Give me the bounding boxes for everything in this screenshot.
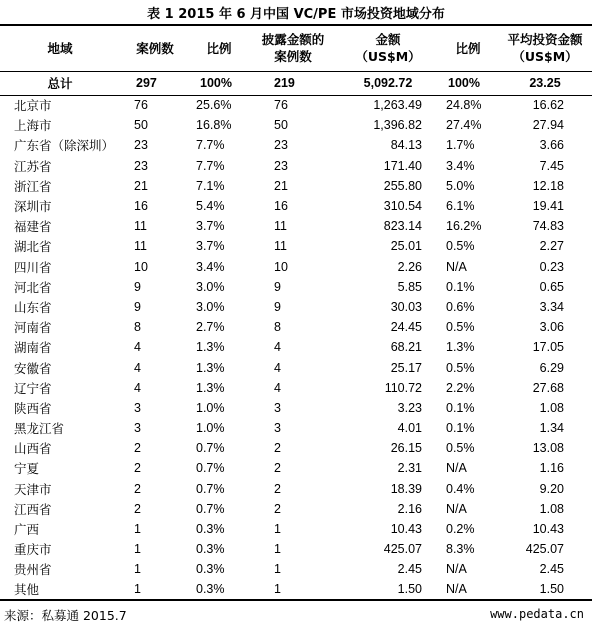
amount-cell: 25.01 <box>390 239 422 254</box>
amount-ratio-cell: 16.2% <box>446 219 482 234</box>
average-cell: 1.08 <box>539 400 564 415</box>
table-row <box>0 378 592 398</box>
amount-cell: 310.54 <box>383 199 422 214</box>
amount-cell: 4.01 <box>397 421 422 436</box>
amount-ratio-cell: 0.2% <box>446 522 475 537</box>
table-header <box>0 25 592 71</box>
cases-cell: 1 <box>134 542 141 557</box>
ratio-cell: 0.3% <box>196 522 225 537</box>
average-cell: 3.66 <box>539 138 564 153</box>
total-row <box>0 71 592 95</box>
amount-ratio-cell: 0.5% <box>446 320 475 335</box>
region-cell: 河北省 <box>14 279 52 295</box>
amount-cell: 110.72 <box>384 380 422 395</box>
disclosed-cell: 10 <box>274 259 288 274</box>
disclosed-cell: 11 <box>274 239 287 254</box>
cases-cell: 11 <box>134 219 147 234</box>
ratio-cell: 7.7% <box>196 158 225 173</box>
disclosed-cell: 2 <box>274 501 281 516</box>
average-cell: 1.34 <box>539 421 564 436</box>
average-cell: 425.07 <box>525 542 564 557</box>
disclosed-cell: 1 <box>274 582 281 597</box>
cases-cell: 4 <box>134 340 141 355</box>
amount-cell: 30.03 <box>390 299 422 314</box>
average-cell: 3.34 <box>539 299 564 314</box>
ratio-cell: 3.0% <box>196 299 225 314</box>
average-cell: 17.05 <box>532 340 564 355</box>
amount-cell: 2.16 <box>397 501 422 516</box>
table-row <box>0 479 592 499</box>
ratio-cell: 0.3% <box>196 582 225 597</box>
amount-ratio-cell: 1.3% <box>446 340 475 355</box>
ratio-cell: 0.3% <box>196 542 225 557</box>
disclosed-cell: 8 <box>274 320 281 335</box>
table-row <box>0 519 592 539</box>
table-row <box>0 236 592 256</box>
disclosed-cell: 4 <box>274 380 281 395</box>
total-cases: 297 <box>136 76 157 90</box>
amount-cell: 3.23 <box>397 400 422 415</box>
disclosed-cell: 1 <box>274 522 281 537</box>
ratio-cell: 1.3% <box>196 380 225 395</box>
table-row <box>0 458 592 478</box>
cases-cell: 23 <box>134 138 148 153</box>
amount-ratio-cell: 6.1% <box>446 199 475 214</box>
disclosed-cell: 9 <box>274 279 281 294</box>
average-cell: 9.20 <box>539 481 564 496</box>
cases-cell: 2 <box>134 501 141 516</box>
region-cell: 湖北省 <box>14 239 52 255</box>
amount-ratio-cell: 0.5% <box>446 239 475 254</box>
cases-cell: 8 <box>134 320 141 335</box>
table-row <box>0 216 592 236</box>
header-amount-line2: （US$M） <box>355 49 421 65</box>
amount-ratio-cell: N/A <box>446 582 467 597</box>
region-cell: 山东省 <box>14 299 52 315</box>
cases-cell: 9 <box>134 279 141 294</box>
cases-cell: 2 <box>134 461 141 476</box>
cases-cell: 4 <box>134 380 141 395</box>
amount-ratio-cell: 3.4% <box>446 158 475 173</box>
cases-cell: 1 <box>134 522 141 537</box>
cases-cell: 11 <box>134 239 147 254</box>
amount-ratio-cell: N/A <box>446 501 467 516</box>
cases-cell: 76 <box>134 98 148 113</box>
header-cases: 案例数 <box>136 40 174 56</box>
average-cell: 1.16 <box>539 461 564 476</box>
amount-cell: 10.43 <box>390 522 422 537</box>
total-disclosed: 219 <box>274 76 295 90</box>
ratio-cell: 0.7% <box>196 441 225 456</box>
average-cell: 16.62 <box>532 98 564 113</box>
cases-cell: 3 <box>134 421 141 436</box>
average-cell: 27.68 <box>532 380 564 395</box>
total-amount: 5,092.72 <box>363 76 413 90</box>
amount-ratio-cell: 0.5% <box>446 441 475 456</box>
header-ratio: 比例 <box>206 40 232 56</box>
region-cell: 江西省 <box>14 501 52 517</box>
region-cell: 陕西省 <box>14 400 52 416</box>
table-row <box>0 156 592 176</box>
amount-cell: 1,396.82 <box>373 118 422 133</box>
amount-ratio-cell: 0.1% <box>446 400 475 415</box>
amount-cell: 2.26 <box>397 259 422 274</box>
region-cell: 广东省（除深圳） <box>14 138 115 154</box>
cases-cell: 2 <box>134 481 141 496</box>
amount-cell: 425.07 <box>383 542 422 557</box>
average-cell: 1.50 <box>539 582 564 597</box>
region-cell: 浙江省 <box>14 178 52 194</box>
region-cell: 重庆市 <box>14 542 52 558</box>
region-cell: 湖南省 <box>14 340 52 356</box>
average-cell: 74.83 <box>532 219 564 234</box>
table-row <box>0 580 592 600</box>
disclosed-cell: 16 <box>274 199 288 214</box>
average-cell: 10.43 <box>532 522 564 537</box>
disclosed-cell: 3 <box>274 400 281 415</box>
header-average <box>498 25 592 71</box>
disclosed-cell: 1 <box>274 562 281 577</box>
table-row <box>0 559 592 579</box>
amount-cell: 24.45 <box>390 320 422 335</box>
cases-cell: 9 <box>134 299 141 314</box>
data-section <box>0 95 592 600</box>
amount-ratio-cell: 8.3% <box>446 542 475 557</box>
ratio-cell: 25.6% <box>196 98 232 113</box>
amount-cell: 26.15 <box>390 441 422 456</box>
region-cell: 河南省 <box>14 320 52 336</box>
disclosed-cell: 23 <box>274 138 288 153</box>
disclosed-cell: 50 <box>274 118 288 133</box>
amount-cell: 171.40 <box>383 158 422 173</box>
region-cell: 深圳市 <box>14 199 52 215</box>
amount-cell: 255.80 <box>383 178 422 193</box>
disclosed-cell: 9 <box>274 299 281 314</box>
cases-cell: 1 <box>134 562 141 577</box>
region-cell: 天津市 <box>14 481 52 497</box>
cases-cell: 10 <box>134 259 148 274</box>
site-url: www.pedata.cn <box>490 607 584 621</box>
cases-cell: 3 <box>134 400 141 415</box>
total-average: 23.25 <box>529 76 561 90</box>
region-cell: 其他 <box>14 582 40 598</box>
header-row <box>0 25 592 71</box>
ratio-cell: 16.8% <box>196 118 232 133</box>
header-average-line1: 平均投资金额 <box>507 32 583 48</box>
ratio-cell: 1.3% <box>196 340 225 355</box>
amount-ratio-cell: 24.8% <box>446 98 482 113</box>
ratio-cell: 0.7% <box>196 461 225 476</box>
cases-cell: 4 <box>134 360 141 375</box>
source-note: 来源：私募通 2015.7 <box>4 608 127 623</box>
region-cell: 安徽省 <box>14 360 52 376</box>
table-row <box>0 196 592 216</box>
disclosed-cell: 4 <box>274 340 281 355</box>
ratio-cell: 3.7% <box>196 239 225 254</box>
average-cell: 0.23 <box>539 259 564 274</box>
disclosed-cell: 21 <box>274 178 288 193</box>
header-disclosed-line1: 披露金额的 <box>261 32 325 48</box>
ratio-cell: 2.7% <box>196 320 225 335</box>
header-disclosed-cases <box>248 25 338 71</box>
cases-cell: 23 <box>134 158 148 173</box>
amount-ratio-cell: 1.7% <box>446 138 475 153</box>
amount-ratio-cell: 0.1% <box>446 421 475 436</box>
amount-cell: 1,263.49 <box>373 98 422 113</box>
disclosed-cell: 76 <box>274 98 288 113</box>
region-cell: 福建省 <box>14 219 52 235</box>
average-cell: 27.94 <box>532 118 564 133</box>
amount-cell: 5.85 <box>397 279 422 294</box>
table-row <box>0 337 592 357</box>
cases-cell: 2 <box>134 441 141 456</box>
cases-cell: 1 <box>134 582 141 597</box>
amount-ratio-cell: N/A <box>446 259 467 274</box>
amount-cell: 18.39 <box>390 481 422 496</box>
amount-cell: 25.17 <box>390 360 422 375</box>
region-cell: 黑龙江省 <box>14 421 65 437</box>
region-cell: 贵州省 <box>14 562 52 578</box>
ratio-cell: 1.0% <box>196 421 225 436</box>
average-cell: 13.08 <box>532 441 564 456</box>
amount-ratio-cell: 5.0% <box>446 178 475 193</box>
disclosed-cell: 4 <box>274 360 281 375</box>
table-row <box>0 257 592 277</box>
disclosed-cell: 2 <box>274 441 281 456</box>
cases-cell: 16 <box>134 199 148 214</box>
table-row <box>0 297 592 317</box>
region-cell: 北京市 <box>14 98 52 114</box>
average-cell: 7.45 <box>539 158 564 173</box>
average-cell: 2.27 <box>539 239 564 254</box>
ratio-cell: 1.3% <box>196 360 225 375</box>
average-cell: 6.29 <box>539 360 564 375</box>
ratio-cell: 5.4% <box>196 199 225 214</box>
region-cell: 广西 <box>14 522 40 538</box>
total-ratio: 100% <box>200 76 232 90</box>
region-cell: 辽宁省 <box>14 380 52 396</box>
table-row <box>0 438 592 458</box>
amount-cell: 84.13 <box>390 138 422 153</box>
average-cell: 3.06 <box>539 320 564 335</box>
ratio-cell: 3.4% <box>196 259 225 274</box>
amount-cell: 2.45 <box>397 562 422 577</box>
table-row <box>0 418 592 438</box>
average-cell: 1.08 <box>539 501 564 516</box>
amount-cell: 68.21 <box>390 340 422 355</box>
amount-ratio-cell: 27.4% <box>446 118 482 133</box>
disclosed-cell: 3 <box>274 421 281 436</box>
amount-cell: 1.50 <box>397 582 422 597</box>
cases-cell: 21 <box>134 178 148 193</box>
average-cell: 0.65 <box>539 279 564 294</box>
disclosed-cell: 11 <box>274 219 287 234</box>
table-row <box>0 176 592 196</box>
disclosed-cell: 2 <box>274 461 281 476</box>
table-row <box>0 95 592 115</box>
header-average-line2: （US$M） <box>512 49 578 65</box>
amount-ratio-cell: 0.1% <box>446 279 475 294</box>
header-region: 地域 <box>47 40 73 56</box>
amount-ratio-cell: 2.2% <box>446 380 475 395</box>
cases-cell: 50 <box>134 118 148 133</box>
average-cell: 12.18 <box>532 178 564 193</box>
ratio-cell: 7.7% <box>196 138 225 153</box>
total-label: 总计 <box>47 76 73 91</box>
amount-ratio-cell: 0.6% <box>446 299 475 314</box>
table-row <box>0 357 592 377</box>
average-cell: 2.45 <box>539 562 564 577</box>
ratio-cell: 3.7% <box>196 219 225 234</box>
disclosed-cell: 1 <box>274 542 281 557</box>
disclosed-cell: 2 <box>274 481 281 496</box>
table-row <box>0 115 592 135</box>
region-cell: 山西省 <box>14 441 52 457</box>
header-amount-line1: 金额 <box>375 32 401 48</box>
header-amount <box>338 25 438 71</box>
table-row <box>0 317 592 337</box>
amount-ratio-cell: 0.4% <box>446 481 475 496</box>
region-cell: 四川省 <box>14 259 52 275</box>
amount-ratio-cell: N/A <box>446 562 467 577</box>
disclosed-cell: 23 <box>274 158 288 173</box>
amount-ratio-cell: 0.5% <box>446 360 475 375</box>
total-section <box>0 71 592 95</box>
table-row <box>0 539 592 559</box>
header-amount-ratio: 比例 <box>455 40 481 56</box>
region-distribution-table <box>0 24 592 601</box>
ratio-cell: 0.7% <box>196 481 225 496</box>
table-row <box>0 398 592 418</box>
region-cell: 上海市 <box>14 118 52 134</box>
ratio-cell: 0.7% <box>196 501 225 516</box>
ratio-cell: 1.0% <box>196 400 225 415</box>
average-cell: 19.41 <box>532 199 564 214</box>
amount-cell: 823.14 <box>383 219 422 234</box>
table-row <box>0 277 592 297</box>
table-row <box>0 135 592 155</box>
ratio-cell: 7.1% <box>196 178 225 193</box>
region-cell: 江苏省 <box>14 158 52 174</box>
amount-cell: 2.31 <box>397 461 422 476</box>
header-disclosed-line2: 案例数 <box>274 49 312 65</box>
region-cell: 宁夏 <box>14 461 40 477</box>
ratio-cell: 0.3% <box>196 562 225 577</box>
total-amount-ratio: 100% <box>448 76 480 90</box>
ratio-cell: 3.0% <box>196 279 225 294</box>
table-row <box>0 499 592 519</box>
table-title: 表 1 2015 年 6 月中国 VC/PE 市场投资地域分布 <box>147 7 445 22</box>
amount-ratio-cell: N/A <box>446 461 467 476</box>
